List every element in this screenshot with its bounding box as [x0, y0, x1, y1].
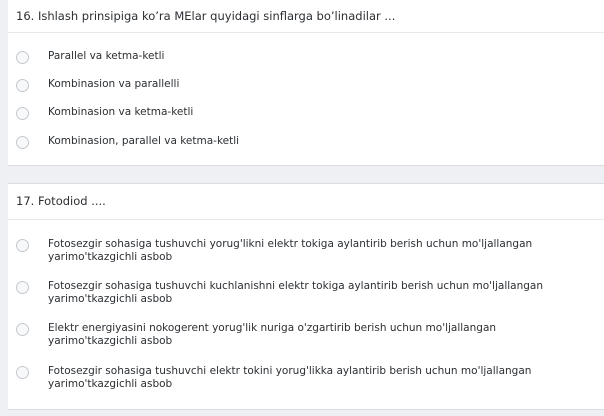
answer-label: Kombinasion, parallel va ketma-ketli — [48, 135, 240, 147]
radio-button[interactable] — [16, 79, 29, 92]
answer-option[interactable] — [16, 135, 596, 149]
radio-button[interactable] — [16, 136, 29, 149]
answer-label: Kombinasion va parallelli — [48, 78, 180, 90]
answer-label: Elektr energiyasini nokogerent yorug'lik nuriga o'zgartirib berish uchun mo'ljallangan yarimo'tkazgichli asbob — [48, 322, 497, 347]
answer-option[interactable] — [16, 106, 596, 120]
radio-button[interactable] — [16, 366, 29, 379]
answer-option[interactable] — [16, 78, 596, 92]
answer-label: Fotosezgir sohasiga tushuvchi elektr tokini yorug'likka aylantirib berish uchun mo'ljallangan yarimo'tkazgichli asbob — [48, 365, 532, 390]
answer-label: Fotosezgir sohasiga tushuvchi yorug'likni elektr tokiga aylantirib berish uchun mo'ljallangan yarimo'tkazgichli asbob — [48, 238, 533, 263]
answer-label: Fotosezgir sohasiga tushuvchi kuchlanishni elektr tokiga aylantirib berish uchun mo'ljallangan yarimo'tkazgichli asbob — [48, 280, 543, 305]
answer-option[interactable] — [16, 238, 596, 264]
answer-label: Parallel va ketma-ketli — [48, 50, 165, 62]
radio-button[interactable] — [16, 239, 29, 252]
answer-option[interactable] — [16, 365, 596, 391]
radio-button[interactable] — [16, 107, 29, 120]
question-card-16 — [8, 0, 604, 166]
question-title: 16. Ishlash prinsipiga ko’ra MElar quyidagi sinflarga bo’linadilar ... — [8, 0, 604, 33]
answer-option[interactable] — [16, 322, 596, 348]
radio-button[interactable] — [16, 323, 29, 336]
question-title: 17. Fotodiod .... — [8, 184, 604, 220]
answer-option[interactable] — [16, 280, 596, 306]
answer-label: Kombinasion va ketma-ketli — [48, 106, 194, 118]
radio-button[interactable] — [16, 51, 29, 64]
question-card-17 — [8, 183, 604, 410]
answer-option[interactable] — [16, 50, 596, 64]
radio-button[interactable] — [16, 281, 29, 294]
